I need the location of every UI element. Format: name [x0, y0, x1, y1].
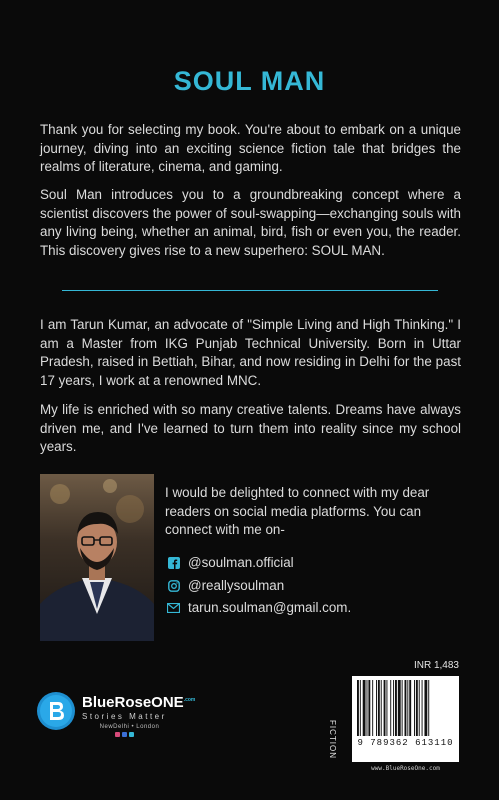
- barcode-bar: [367, 680, 368, 736]
- publisher-website[interactable]: www.BlueRoseOne.com: [371, 765, 440, 772]
- barcode-bar: [419, 680, 420, 736]
- author-talents-paragraph: My life is enriched with so many creative talents. Dreams have always driven me, and I've learned to turn them into reality since my school years.: [40, 402, 461, 454]
- barcode-bar: [360, 680, 361, 736]
- author-photo: [40, 474, 154, 641]
- price-label: INR 1,483: [413, 660, 459, 671]
- instagram-handle[interactable]: @reallysoulman: [188, 578, 285, 593]
- facebook-icon: [167, 556, 180, 569]
- barcode-bar: [363, 680, 366, 736]
- intro-paragraph: Thank you for selecting my book. You're about to embark on a unique journey, diving into an exciting science fiction tale that bridges the realms of literature, cinema, and gaming.: [40, 122, 461, 174]
- facebook-icon: [122, 732, 127, 737]
- book-title: SOUL MAN: [173, 66, 326, 96]
- publisher-name: BlueRoseONE$^{.com}$: [82, 694, 196, 711]
- publisher-cities: NewDelhi • London: [99, 724, 160, 730]
- facebook-handle[interactable]: @soulman.official: [188, 555, 294, 570]
- barcode-bar: [428, 680, 429, 736]
- barcode-bar: [384, 680, 386, 736]
- publisher-logo-icon: [36, 691, 76, 736]
- instagram-icon: [167, 579, 180, 592]
- barcode-bar: [357, 680, 359, 736]
- barcode-bars: [357, 680, 454, 736]
- barcode-bar: [422, 680, 423, 736]
- barcode-bar: [390, 680, 391, 736]
- publisher-social-icons: [115, 732, 134, 737]
- barcode-bar: [405, 680, 407, 736]
- barcode-bar: [395, 680, 397, 736]
- barcode-bar: [372, 680, 373, 736]
- author-bio-paragraph: I am Tarun Kumar, an advocate of "Simple Living and High Thinking." I am a Master from IKG Punjab Technical University. Born in Uttar Pradesh, raised in Bettiah, Bihar, and now residing in Delhi for the past 17 years, I work at a renowned MNC.: [40, 317, 461, 388]
- barcode-bar: [414, 680, 415, 736]
- barcode-bar: [402, 680, 403, 736]
- email-icon: [167, 601, 180, 614]
- barcode-bar: [407, 680, 408, 736]
- barcode-bar: [381, 680, 382, 736]
- connect-text: I would be delighted to connect with my dear readers on social media platforms. You can connect with me on-: [165, 485, 430, 537]
- instagram-contact[interactable]: [167, 578, 284, 593]
- barcode-bar: [376, 680, 377, 736]
- barcode-bar: [409, 680, 411, 736]
- section-divider: [62, 290, 438, 291]
- barcode-bar: [398, 680, 401, 736]
- twitter-icon: [129, 732, 134, 737]
- barcode-bar: [416, 680, 418, 736]
- publisher-tagline: Stories Matter: [82, 712, 167, 721]
- synopsis-paragraph: Soul Man introduces you to a groundbreaking concept where a scientist discovers the power of soul-swapping—exchanging souls with any living being, whether an animal, bird, fish or even you, the reader. This discovery gives rise to a new superhero: SOUL MAN.: [40, 187, 461, 258]
- isbn-barcode: [352, 676, 459, 762]
- barcode-bar: [424, 680, 427, 736]
- genre-label: FICTION: [328, 720, 337, 759]
- facebook-contact[interactable]: [167, 555, 294, 570]
- barcode-bar: [378, 680, 380, 736]
- barcode-bar: [368, 680, 370, 736]
- barcode-bar: [393, 680, 394, 736]
- isbn-number: 9 789362 613110: [357, 738, 454, 748]
- email-address[interactable]: tarun.soulman@gmail.com.: [188, 600, 352, 615]
- instagram-icon: [115, 732, 120, 737]
- barcode-bar: [386, 680, 387, 736]
- email-contact[interactable]: [167, 600, 351, 615]
